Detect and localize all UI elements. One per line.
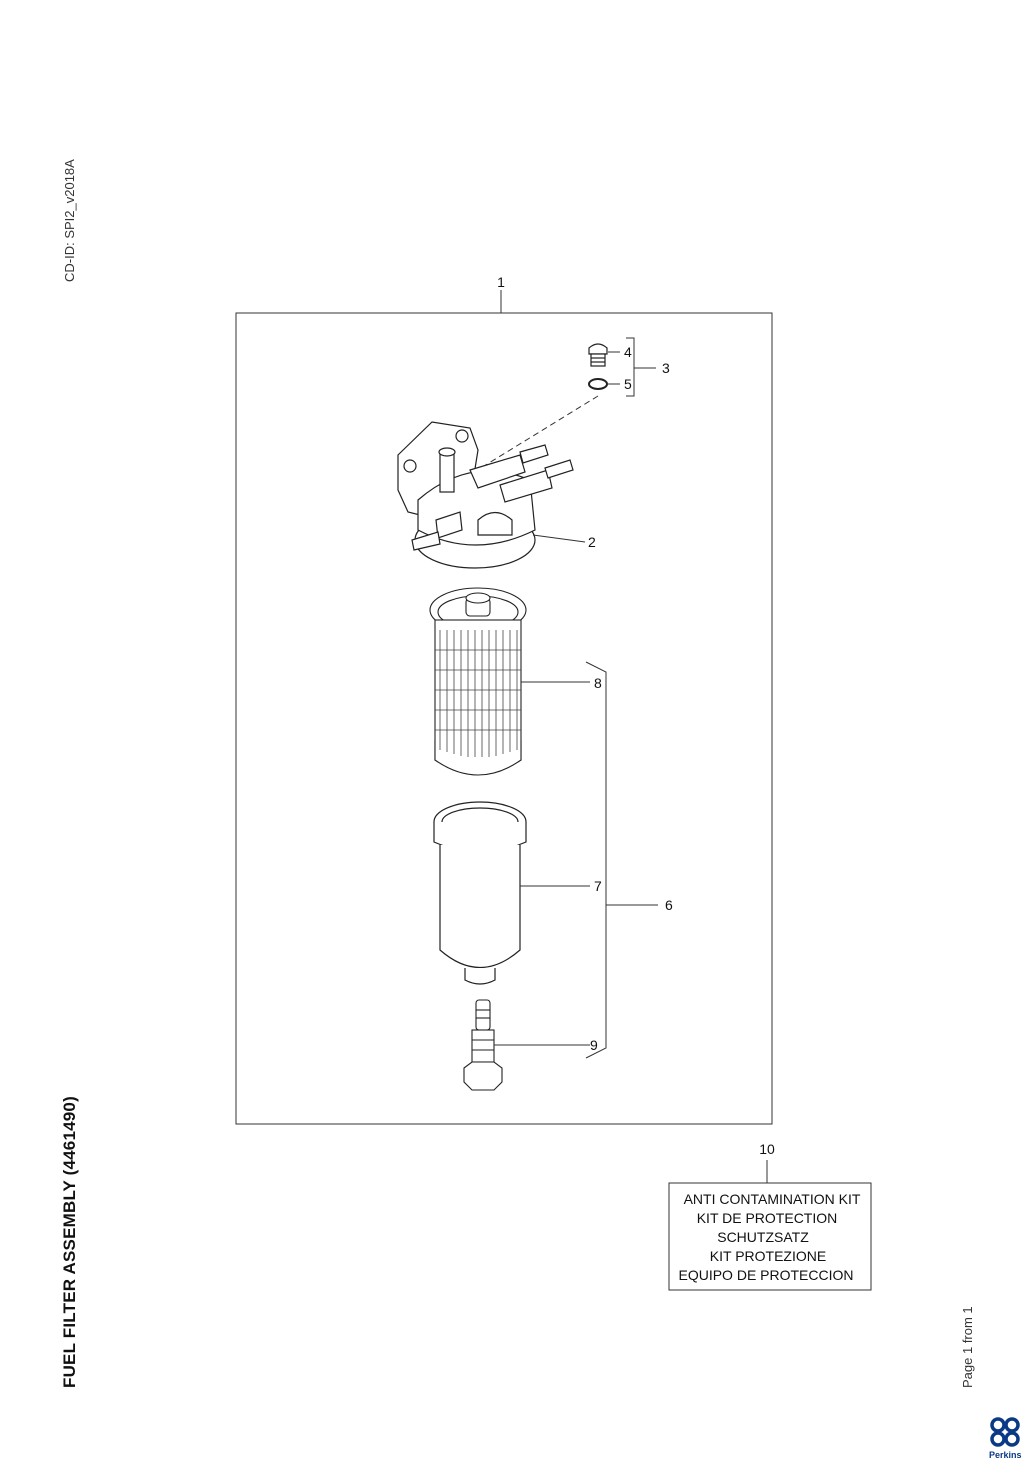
filter-head	[398, 422, 573, 568]
kit-line: EQUIPO DE PROTECCION	[678, 1267, 854, 1283]
kit-line: KIT DE PROTECTION	[696, 1210, 838, 1226]
callout-3: 3	[662, 360, 670, 376]
kit-line: SCHUTZSATZ	[717, 1229, 809, 1245]
callout-5: 5	[624, 376, 632, 392]
callout-10: 10	[759, 1141, 775, 1157]
callout-2: 2	[588, 534, 596, 550]
callout-7: 7	[594, 878, 602, 894]
callout-4: 4	[624, 344, 632, 360]
document-title: FUEL FILTER ASSEMBLY (4461490)	[60, 1096, 79, 1388]
filter-element	[430, 588, 526, 775]
callout-6-bracket	[586, 662, 606, 1058]
callout-1: 1	[497, 274, 505, 290]
kit-line: ANTI CONTAMINATION KIT	[683, 1191, 861, 1207]
callout-8: 8	[594, 675, 602, 691]
callout-6: 6	[665, 897, 673, 913]
cd-id-label: CD-ID: SPI2_v2018A	[62, 159, 77, 282]
kit-line: KIT PROTEZIONE	[709, 1248, 827, 1264]
callout-2-leader	[533, 535, 585, 542]
logo-text: Perkins	[989, 1450, 1022, 1460]
callout-9: 9	[590, 1037, 598, 1053]
drain-plug	[589, 344, 607, 366]
filter-bowl	[434, 802, 526, 984]
sealing-washer	[589, 379, 607, 389]
page-info: Page 1 from 1	[960, 1306, 975, 1388]
